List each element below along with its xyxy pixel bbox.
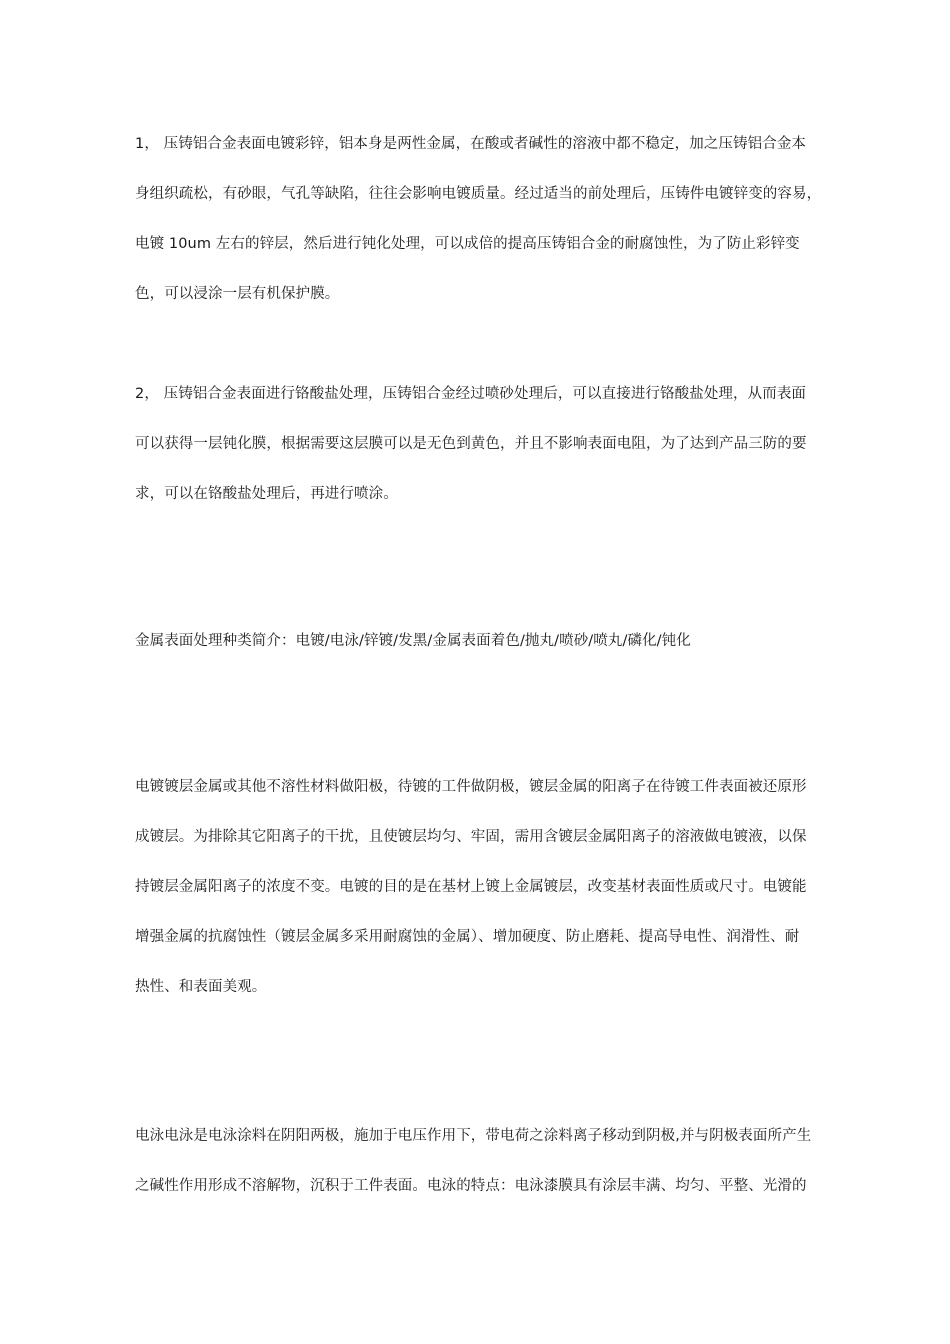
paragraph-treatment-types (135, 616, 825, 666)
paragraph-die-cast-zinc-plating (135, 119, 825, 319)
text-line: 金属表面处理种类简介：电镀/电泳/锌镀/发黑/金属表面着色/抛丸/喷砂/喷丸/磷化/钝化 (135, 633, 691, 649)
text-line: 2， 压铸铝合金表面进行铬酸盐处理，压铸铝合金经过喷砂处理后，可以直接进行铬酸盐处理，从而表面 (135, 386, 807, 402)
paragraph-chromate-treatment (135, 369, 825, 519)
text-line: 热性、和表面美观。 (135, 979, 267, 995)
text-line: 求，可以在铬酸盐处理后，再进行喷涂。 (135, 486, 398, 502)
text-line: 色，可以浸涂一层有机保护膜。 (135, 286, 340, 302)
text-line: 增强金属的抗腐蚀性（镀层金属多采用耐腐蚀的金属）、增加硬度、防止磨耗、提高导电性、润滑性、耐 (135, 929, 800, 945)
text-line: 成镀层。为排除其它阳离子的干扰，且使镀层均匀、牢固，需用含镀层金属阳离子的溶液做电镀液，以保 (135, 829, 807, 845)
text-line: 身组织疏松，有砂眼，气孔等缺陷，往往会影响电镀质量。经过适当的前处理后，压铸件电镀锌变的容易， (135, 186, 822, 202)
text-line: 电镀 10um 左右的锌层，然后进行钝化处理，可以成倍的提高压铸铝合金的耐腐蚀性，为了防止彩锌变 (135, 236, 800, 252)
text-line: 电镀镀层金属或其他不溶性材料做阳极，待镀的工件做阴极，镀层金属的阳离子在待镀工件表面被还原形 (135, 779, 807, 795)
paragraph-electroplating (135, 762, 825, 1012)
text-line: 电泳电泳是电泳涂料在阴阳两极，施加于电压作用下，带电荷之涂料离子移动到阴极,并与阴极表面所产生 (135, 1128, 812, 1144)
text-line: 持镀层金属阳离子的浓度不变。电镀的目的是在基材上镀上金属镀层，改变基材表面性质或尺寸。电镀能 (135, 879, 807, 895)
text-line: 1， 压铸铝合金表面电镀彩锌，铝本身是两性金属，在酸或者碱性的溶液中都不稳定，加之压铸铝合金本 (135, 136, 807, 152)
text-line: 之碱性作用形成不溶解物，沉积于工件表面。电泳的特点：电泳漆膜具有涂层丰满、均匀、平整、光滑的 (135, 1178, 807, 1194)
paragraph-electrophoresis (135, 1111, 825, 1211)
text-line: 可以获得一层钝化膜，根据需要这层膜可以是无色到黄色，并且不影响表面电阻，为了达到产品三防的要 (135, 436, 807, 452)
